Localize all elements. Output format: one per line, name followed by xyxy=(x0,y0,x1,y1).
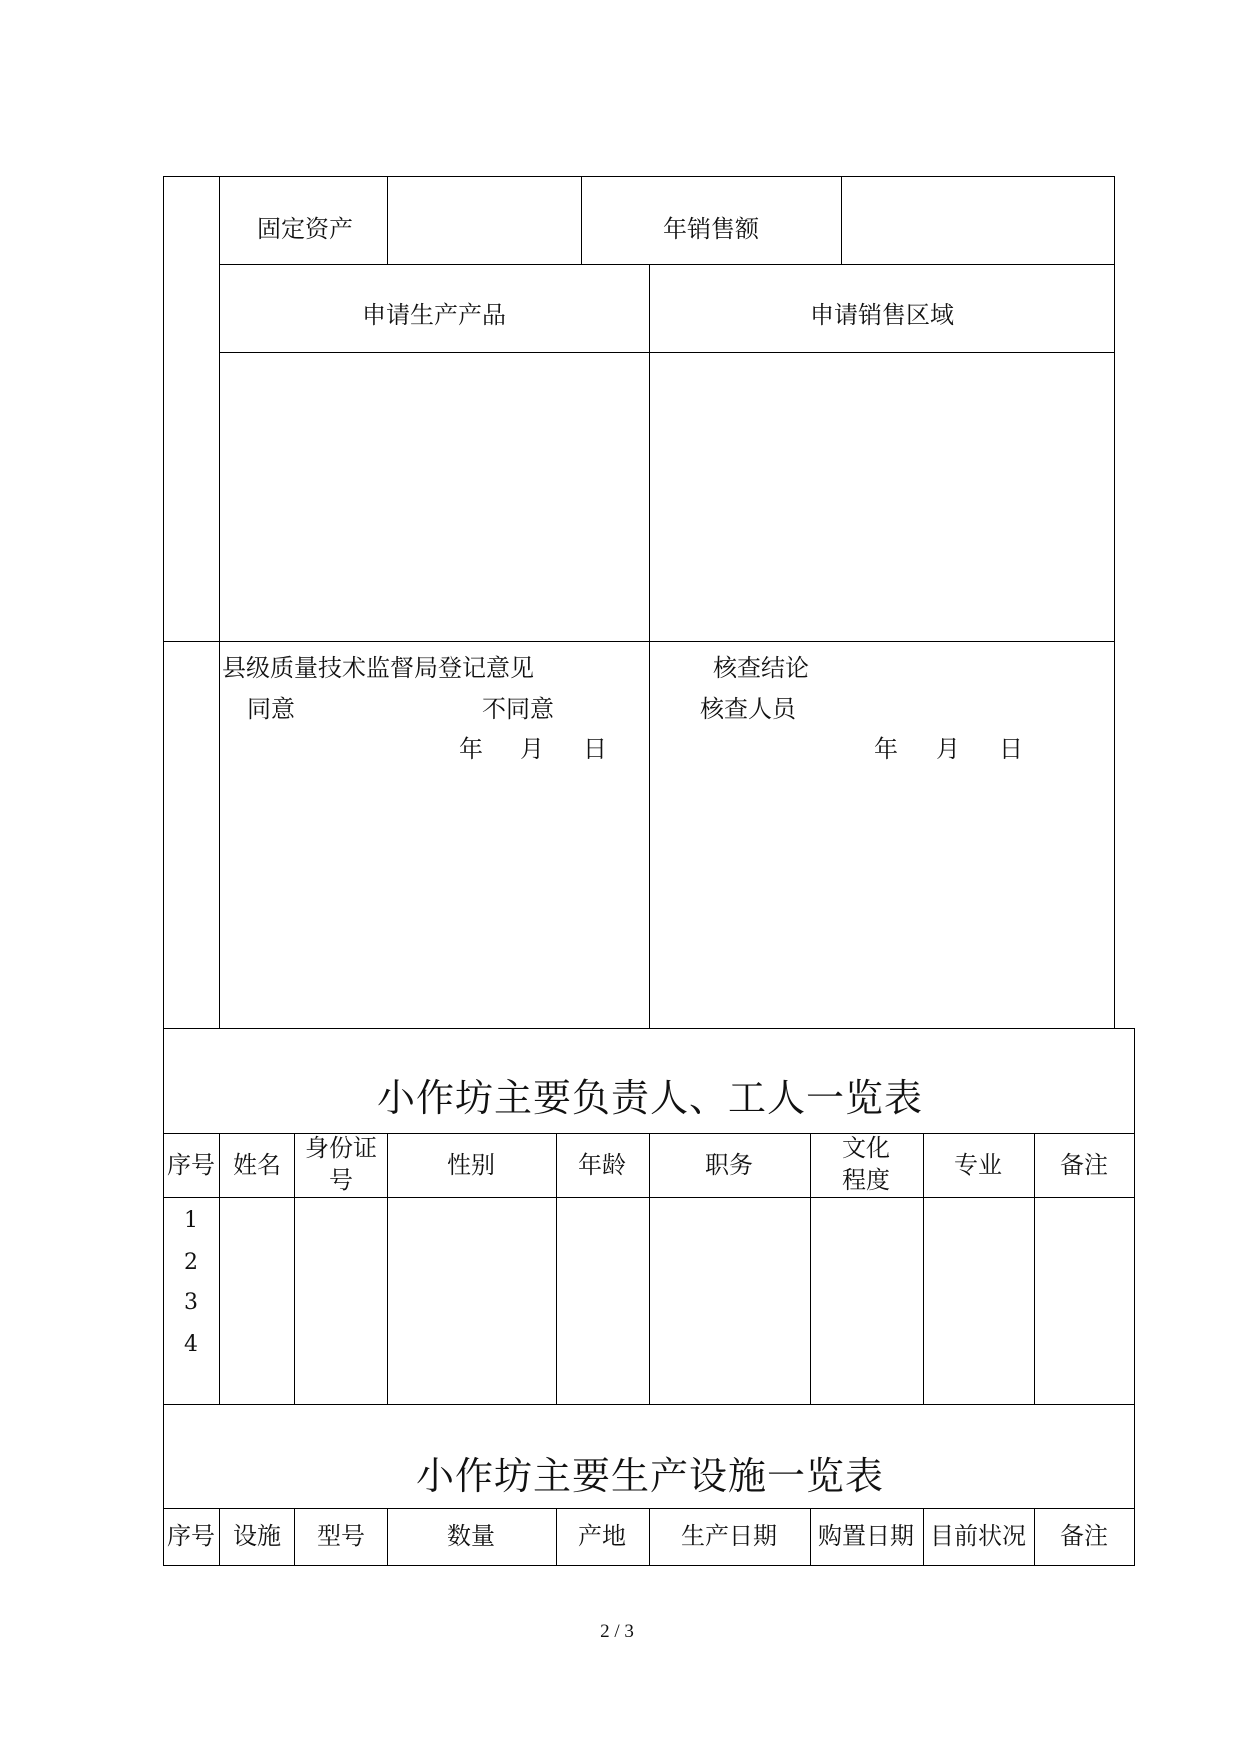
header-remarks: 备注 xyxy=(1060,1151,1108,1179)
row-number: 3 xyxy=(184,1290,198,1315)
table-border-left xyxy=(163,176,164,1566)
fac-header-origin: 产地 xyxy=(578,1522,626,1550)
divider xyxy=(219,264,1115,265)
left-date-year: 年 xyxy=(459,735,483,763)
fac-header-current-status: 目前状况 xyxy=(930,1522,1026,1550)
inspection-conclusion-title: 核查结论 xyxy=(713,654,809,682)
top-right-border xyxy=(1114,176,1115,1029)
header-seq: 序号 xyxy=(167,1151,215,1179)
divider xyxy=(810,1508,811,1566)
divider xyxy=(294,1508,295,1566)
divider xyxy=(841,176,842,264)
divider xyxy=(219,352,1115,353)
fac-header-remarks: 备注 xyxy=(1060,1522,1108,1550)
header-position: 职务 xyxy=(705,1151,753,1179)
divider xyxy=(219,1508,220,1566)
divider xyxy=(163,641,1115,642)
divider xyxy=(163,1028,1135,1029)
fac-header-production-date: 生产日期 xyxy=(681,1522,777,1550)
facilities-table-title: 小作坊主要生产设施一览表 xyxy=(415,1454,885,1498)
divider xyxy=(649,264,650,1029)
header-education-line2: 程度 xyxy=(842,1166,890,1194)
divider xyxy=(556,1508,557,1566)
header-gender: 性别 xyxy=(447,1151,495,1179)
fac-header-model: 型号 xyxy=(317,1522,365,1550)
header-name: 姓名 xyxy=(233,1151,281,1179)
fac-header-facility: 设施 xyxy=(233,1522,281,1550)
agree-option[interactable]: 同意 xyxy=(247,695,295,723)
header-major: 专业 xyxy=(954,1151,1002,1179)
divider xyxy=(387,1508,388,1566)
bottom-right-border xyxy=(1134,1028,1135,1566)
table-border-top xyxy=(163,176,1115,177)
inner-left-column-line xyxy=(219,176,220,1029)
right-date-month: 月 xyxy=(936,735,960,763)
region-label: 申请销售区域 xyxy=(810,301,954,329)
row-number: 2 xyxy=(184,1250,198,1275)
divider xyxy=(649,1133,650,1405)
registration-opinion-title: 县级质量技术监督局登记意见 xyxy=(222,654,534,682)
inspector-label: 核查人员 xyxy=(700,695,796,723)
header-id-number-line2: 号 xyxy=(329,1166,353,1194)
divider xyxy=(219,1133,220,1405)
page-number: 2 / 3 xyxy=(600,1621,634,1642)
divider xyxy=(1034,1133,1035,1405)
divider xyxy=(294,1133,295,1405)
disagree-option[interactable]: 不同意 xyxy=(482,695,554,723)
divider xyxy=(556,1133,557,1405)
row-number: 1 xyxy=(184,1208,198,1233)
workers-table-title: 小作坊主要负责人、工人一览表 xyxy=(376,1076,924,1120)
header-age: 年龄 xyxy=(578,1151,626,1179)
left-date-month: 月 xyxy=(520,735,544,763)
right-date-year: 年 xyxy=(874,735,898,763)
fac-header-seq: 序号 xyxy=(167,1522,215,1550)
divider xyxy=(810,1133,811,1405)
fac-header-purchase-date: 购置日期 xyxy=(818,1522,914,1550)
divider xyxy=(581,176,582,264)
header-id-number-line1: 身份证 xyxy=(305,1134,377,1162)
divider xyxy=(387,1133,388,1405)
product-label: 申请生产产品 xyxy=(362,301,506,329)
fixed-assets-label: 固定资产 xyxy=(257,215,353,243)
header-education-line1: 文化 xyxy=(842,1134,890,1162)
divider xyxy=(923,1508,924,1566)
row-number: 4 xyxy=(184,1332,198,1357)
right-date-day: 日 xyxy=(999,735,1023,763)
annual-sales-label: 年销售额 xyxy=(663,215,759,243)
fac-header-quantity: 数量 xyxy=(447,1522,495,1550)
divider xyxy=(1034,1508,1035,1566)
divider xyxy=(387,176,388,264)
left-date-day: 日 xyxy=(583,735,607,763)
divider xyxy=(649,1508,650,1566)
divider xyxy=(923,1133,924,1405)
